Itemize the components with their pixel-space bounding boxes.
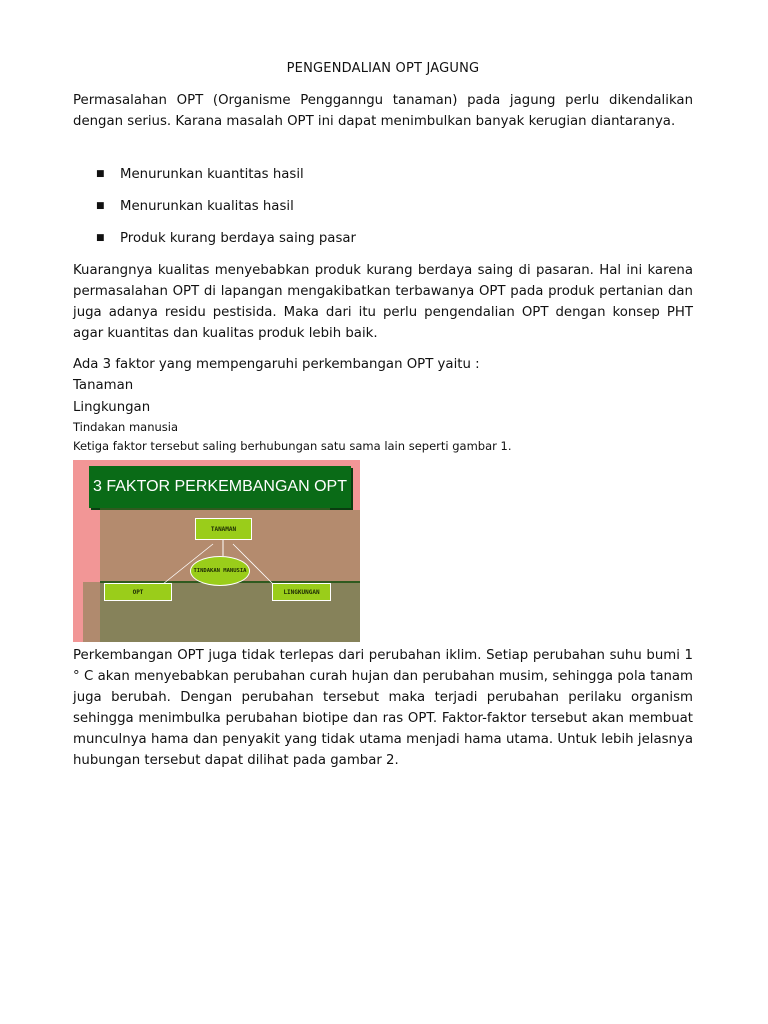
bullet-marker: ■ [96,201,105,211]
list-item-text: Menurunkan kualitas hasil [120,199,294,214]
list-item-text: Menurunkan kuantitas hasil [120,167,304,182]
node-opt: OPT [104,583,172,601]
figure-1-diagram [73,460,360,642]
loss-list [73,164,693,260]
quality-paragraph: Kuarangnya kualitas menyebabkan produk kurang berdaya saing di pasaran. Hal ini karena permasalahan OPT di lapangan mengakibatkan terbawanya OPT pada produk pertanian dan juga adanya residu pestisida. Maka dari itu perlu pengendalian OPT dengan konsep PHT agar kuantitas dan kualitas produk lebih baik. [73,263,693,341]
list-item [73,228,693,260]
list-item [73,164,693,196]
diagram-connectors [73,460,360,642]
document-title: PENGENDALIAN OPT JAGUNG [286,61,480,76]
factor-tindakan-manusia: Tindakan manusia [73,420,179,434]
factor-tanaman: Tanaman [73,378,134,393]
factor-lingkungan: Lingkungan [73,400,151,415]
factors-intro: Ada 3 faktor yang mempengaruhi perkembangan OPT yaitu : [73,357,480,372]
bullet-marker: ■ [96,233,105,243]
node-lingkungan: LINGKUNGAN [272,583,331,601]
diagram-title: 3 FAKTOR PERKEMBANGAN OPT [89,466,351,508]
intro-paragraph: Permasalahan OPT (Organisme Pengganngu tanaman) pada jagung perlu dikendalikan dengan serius. Karana masalah OPT ini dapat menimbulkan banyak kerugian diantaranya. [73,93,693,129]
list-item [73,196,693,228]
climate-paragraph: Perkembangan OPT juga tidak terlepas dari perubahan iklim. Setiap perubahan suhu bumi 1 ° C akan menyebabkan perubahan curah hujan dan perubahan musim, sehingga pola tanam juga berubah. Dengan perubahan tersebut maka terjadi perubahan perilaku organism sehingga menimbulka perubahan biotipe dan ras OPT. Faktor-faktor tersebut akan membuat munculnya hama dan penyakit yang tidak utama menjadi hama utama. Untuk lebih jelasnya hubungan tersebut dapat dilihat pada gambar 2. [73,648,693,768]
bullet-marker: ■ [96,169,105,179]
list-item-text: Produk kurang berdaya saing pasar [120,231,356,246]
node-tindakan-manusia: TINDAKAN MANUSIA [190,556,250,586]
figure-reference: Ketiga faktor tersebut saling berhubungan satu sama lain seperti gambar 1. [73,439,512,453]
node-tanaman: TANAMAN [195,518,252,540]
